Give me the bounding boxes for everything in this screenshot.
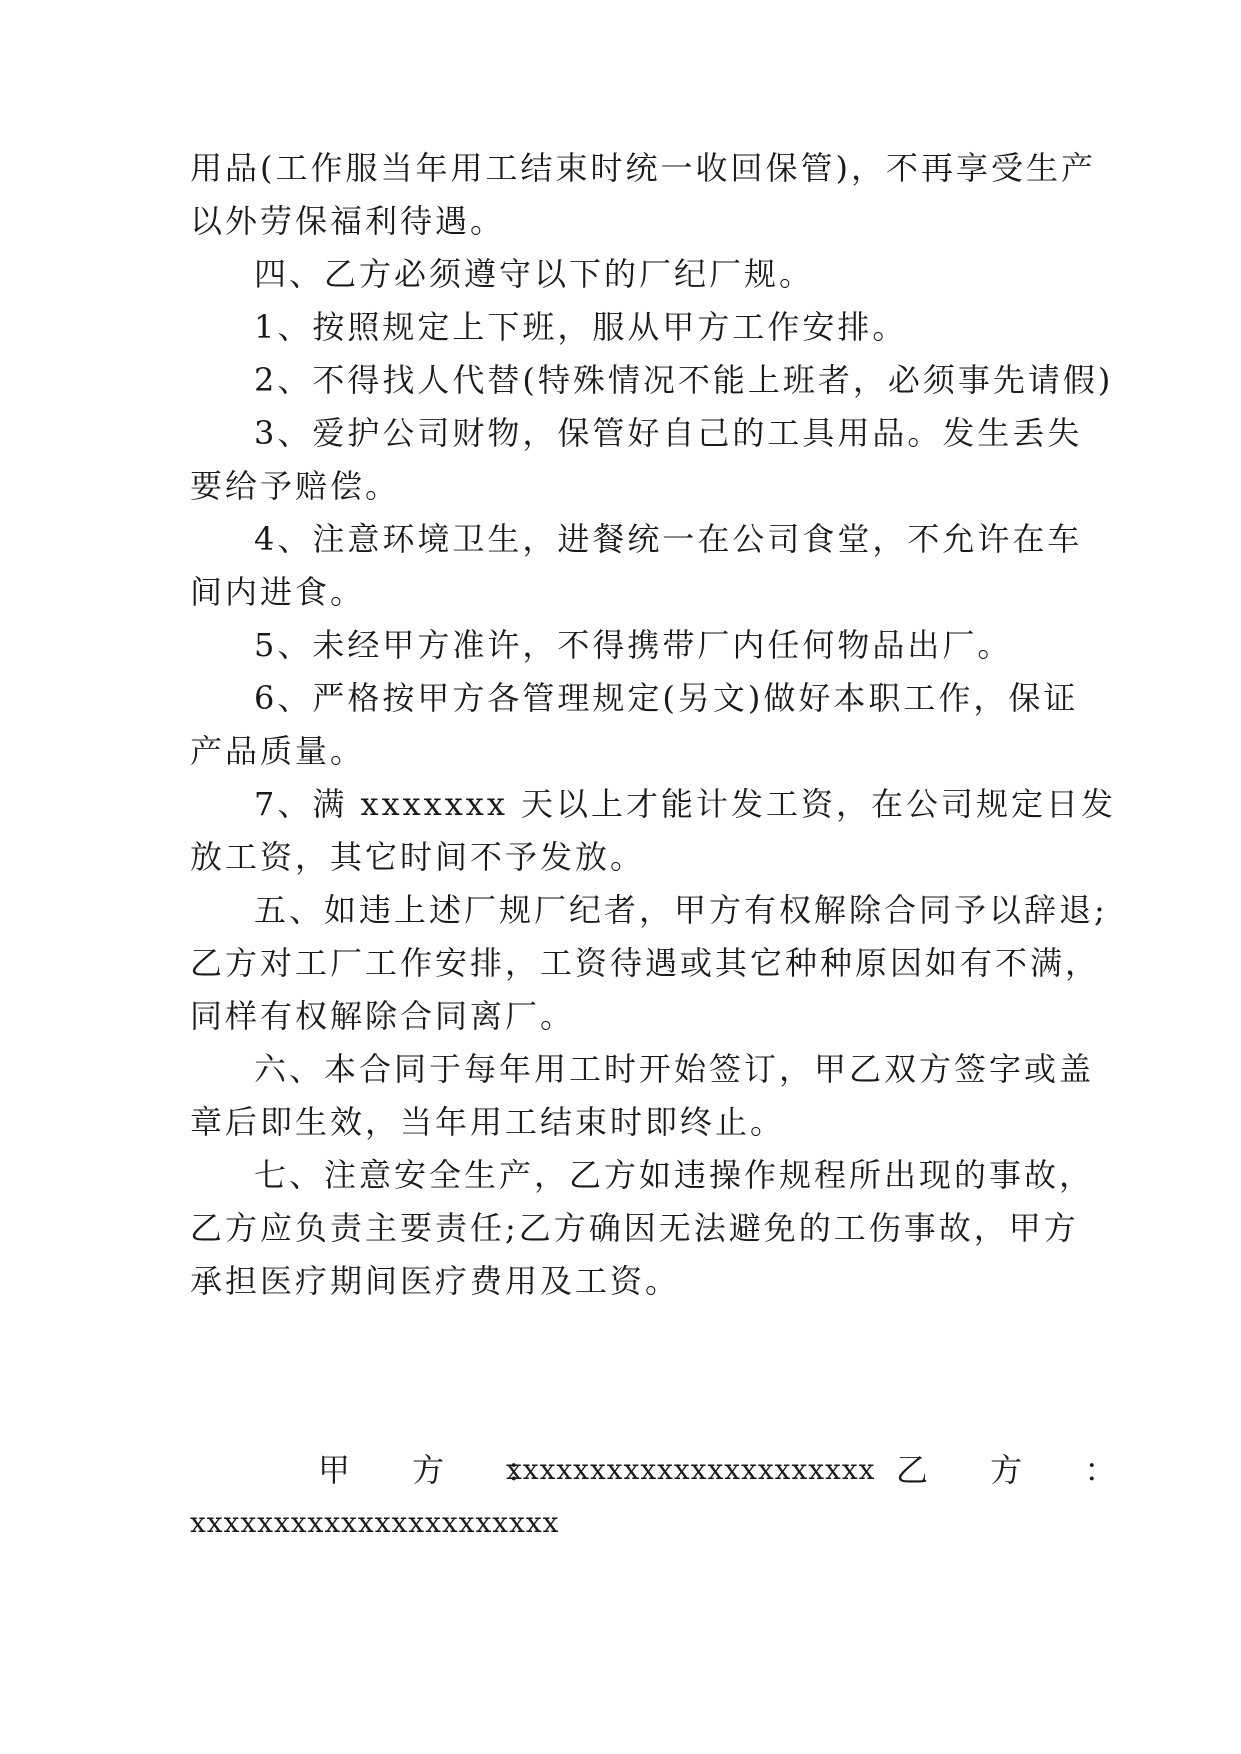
section-5-cont: 同样有权解除合同离厂。 [190, 997, 576, 1035]
rule-item-7: 7、满 xxxxxxx 天以上才能计发工资，在公司规定日发 [254, 785, 1117, 823]
rule-item-4-cont: 间内进食。 [190, 573, 366, 611]
paragraph-line: 用品(工作服当年用工结束时统一收回保管)，不再享受生产 [190, 149, 1096, 187]
rule-item-2: 2、不得找人代替(特殊情况不能上班者，必须事先请假) [254, 361, 1114, 399]
rule-item-3-cont: 要给予赔偿。 [190, 467, 401, 505]
rule-item-5: 5、未经甲方准许，不得携带厂内任何物品出厂。 [254, 626, 1013, 664]
section-6-cont: 章后即生效，当年用工结束时即终止。 [190, 1103, 786, 1141]
party-b-label: 乙 方 ： [896, 1451, 1143, 1489]
rule-item-6-cont: 产品质量。 [190, 732, 366, 770]
signature-block [190, 1450, 1143, 1490]
rule-item-6: 6、严格按甲方各管理规定(另文)做好本职工作，保证 [254, 679, 1079, 717]
section-7: 七、注意安全生产，乙方如违操作规程所出现的事故， [254, 1156, 1095, 1194]
party-a-value: xxxxxxxxxxxxxxxxxxxxxx [506, 1453, 876, 1486]
section-7-cont: 乙方应负责主要责任;乙方确因无法避免的工伤事故，甲方 [190, 1209, 1079, 1247]
section-heading-4: 四、乙方必须遵守以下的厂纪厂规。 [254, 255, 815, 293]
rule-item-1: 1、按照规定上下班，服从甲方工作安排。 [254, 308, 908, 346]
section-5: 五、如违上述厂规厂纪者，甲方有权解除合同予以辞退; [254, 891, 1108, 929]
party-b-value: xxxxxxxxxxxxxxxxxxxxxx [190, 1506, 560, 1539]
rule-item-4: 4、注意环境卫生，进餐统一在公司食堂，不允许在车 [254, 520, 1083, 558]
section-6: 六、本合同于每年用工时开始签订，甲乙双方签字或盖 [254, 1050, 1095, 1088]
party-a-label: 甲 方 ： [318, 1451, 565, 1489]
section-7-cont: 承担医疗期间医疗费用及工资。 [190, 1262, 681, 1300]
rule-item-3: 3、爱护公司财物，保管好自己的工具用品。发生丢失 [254, 414, 1083, 452]
section-5-cont: 乙方对工厂工作安排，工资待遇或其它种种原因如有不满， [190, 944, 1101, 982]
paragraph-line: 以外劳保福利待遇。 [190, 202, 506, 240]
rule-item-7-cont: 放工资，其它时间不予发放。 [190, 838, 646, 876]
